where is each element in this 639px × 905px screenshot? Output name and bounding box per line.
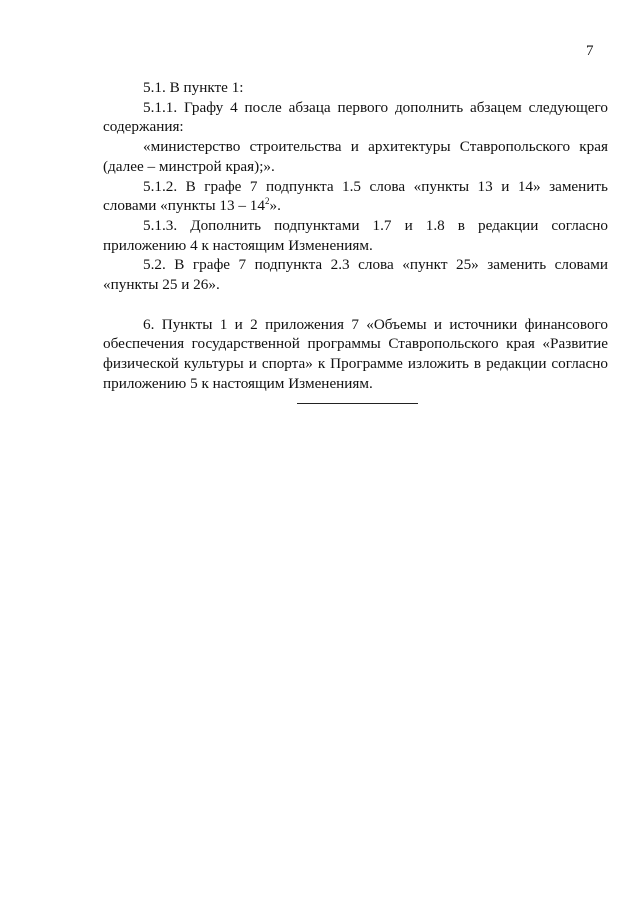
end-divider-line — [297, 403, 418, 404]
paragraph-5-1-3: 5.1.3. Дополнить подпунктами 1.7 и 1.8 в редакции согласно приложению 4 к настоящим Изменениям. — [103, 216, 608, 254]
paragraph-5-1-2 — [103, 177, 608, 216]
paragraph-5-1-2-tail: ». — [269, 197, 281, 215]
paragraph-5-1-1-quote: «министерство строительства и архитектуры Ставропольского края (далее – минстрой края);». — [103, 138, 608, 175]
paragraph-5-2: 5.2. В графе 7 подпункта 2.3 слова «пункт 25» заменить словами «пункты 25 и 26». — [103, 256, 608, 294]
paragraph-5-1-1: 5.1.1. Графу 4 после абзаца первого дополнить абзацем следующего содержания: — [103, 98, 608, 136]
document-body — [103, 78, 608, 394]
paragraph-6: 6. Пункты 1 и 2 приложения 7 «Объемы и источники финансового обеспечения государственной программы Ставропольского края «Развитие физической культуры и спорта» к Программе изложить в редакции согласно приложению 5 к настоящим Изменениям. — [103, 315, 608, 392]
paragraph-5-1: 5.1. В пункте 1: — [143, 79, 244, 96]
superscript: 2 — [264, 196, 270, 207]
paragraph-5-1-2-text: 5.1.2. В графе 7 подпункта 1.5 слова «пункты 13 и 14» заменить словами «пункты 13 – 14 — [103, 177, 608, 215]
paragraph-spacer — [103, 295, 608, 315]
page-number: 7 — [586, 43, 594, 59]
